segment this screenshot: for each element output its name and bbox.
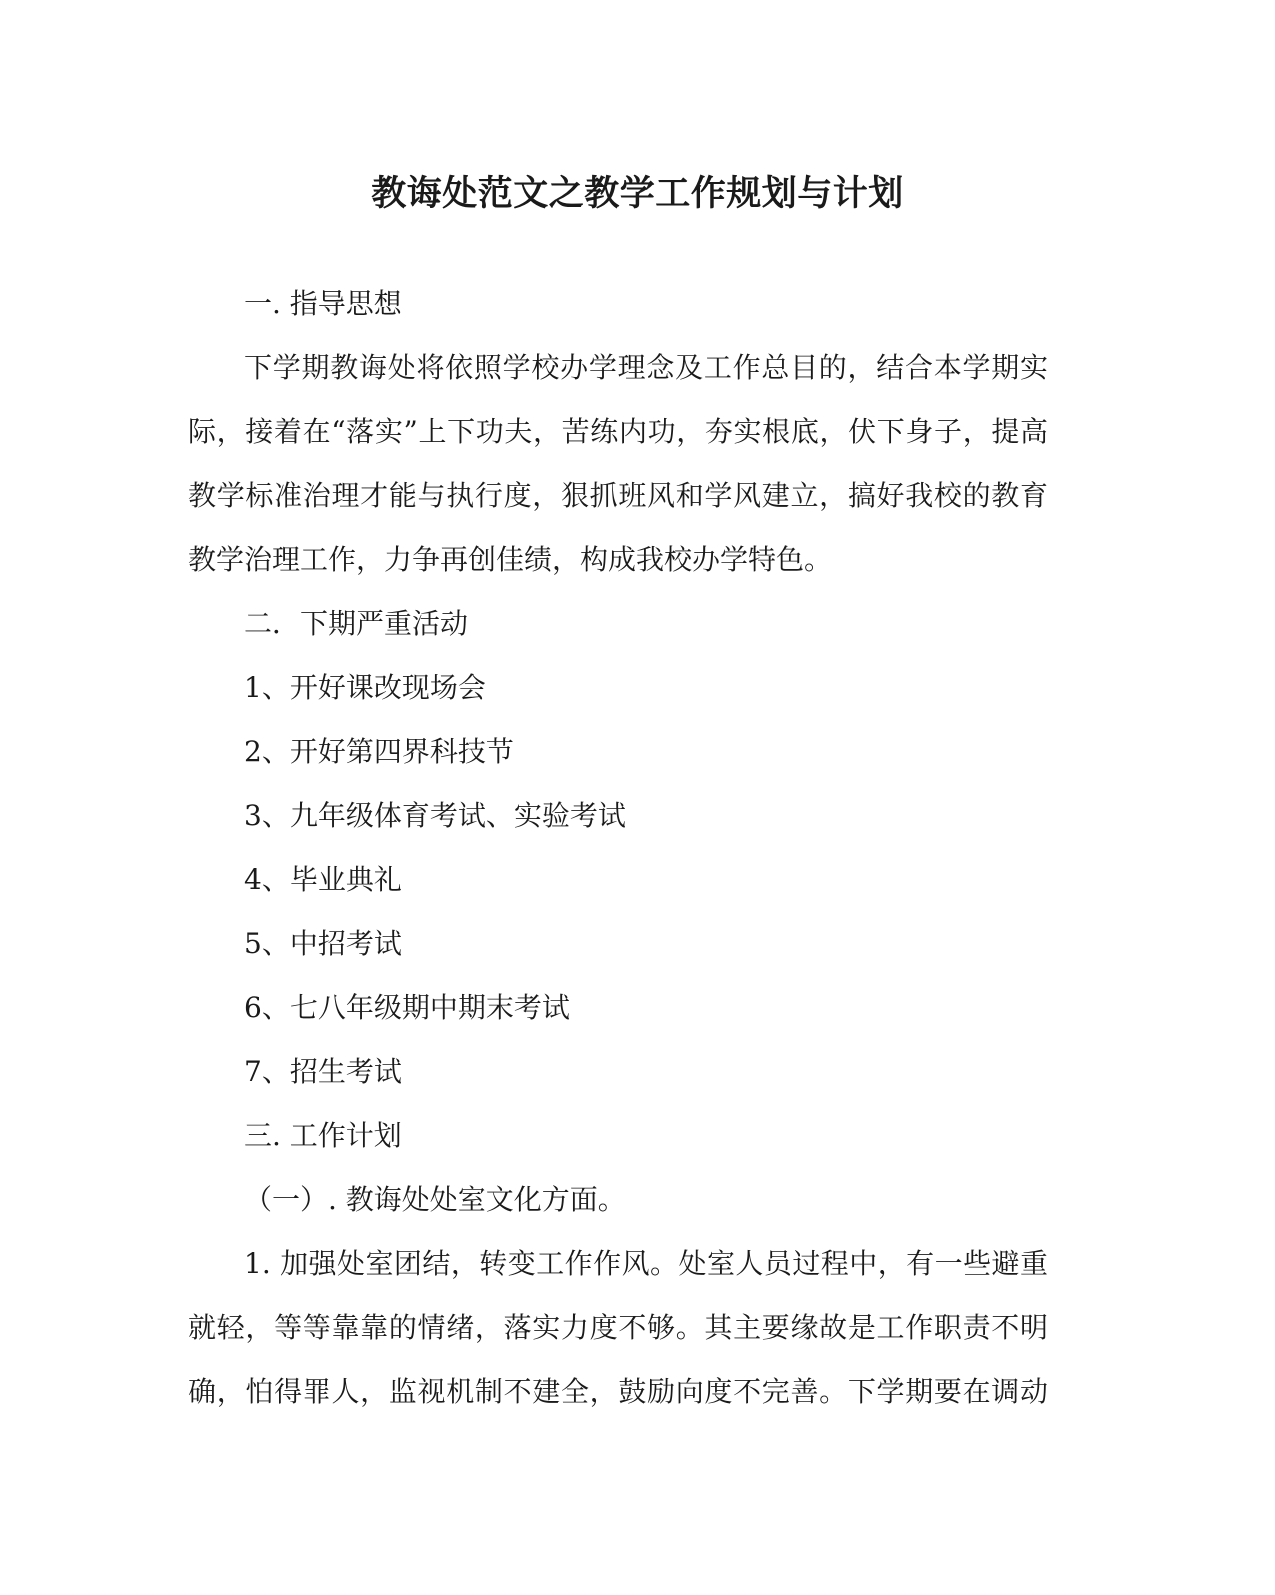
paragraph-line: 1. 加强处室团结，转变工作作风。处室人员过程中，有一些避重 xyxy=(244,1247,1048,1280)
list-item: 4、毕业典礼 xyxy=(244,863,402,896)
list-item: 1、开好课改现场会 xyxy=(244,671,486,704)
list-item: 5、中招考试 xyxy=(244,927,402,960)
paragraph-line: 教学标准治理才能与执行度，狠抓班风和学风建立，搞好我校的教育 xyxy=(188,479,1048,512)
paragraph-line: 教学治理工作，力争再创佳绩，构成我校办学特色。 xyxy=(188,543,833,576)
document-title: 教诲处范文之教学工作规划与计划 xyxy=(371,173,904,214)
paragraph-line: 就轻，等等靠靠的情绪，落实力度不够。其主要缘故是工作职责不明 xyxy=(188,1311,1048,1344)
list-item: 7、招生考试 xyxy=(244,1055,402,1088)
list-item: 3、九年级体育考试、实验考试 xyxy=(244,799,626,832)
section-heading-major-activities: 二．下期严重活动 xyxy=(244,607,469,640)
section-heading-guiding-thought: 一. 指导思想 xyxy=(244,287,402,320)
section-heading-work-plan: 三. 工作计划 xyxy=(244,1119,402,1152)
list-item: 2、开好第四界科技节 xyxy=(244,735,514,768)
list-item: 6、七八年级期中期末考试 xyxy=(244,991,570,1024)
paragraph-line: 下学期教诲处将依照学校办学理念及工作总目的，结合本学期实 xyxy=(244,351,1048,384)
document-body xyxy=(188,272,1048,1424)
paragraph-line: 确，怕得罪人，监视机制不建全，鼓励向度不完善。下学期要在调动 xyxy=(188,1375,1048,1408)
subsection-heading: （一）. 教诲处处室文化方面。 xyxy=(244,1183,626,1216)
paragraph-line: 际，接着在“落实”上下功夫，苦练内功，夯实根底，伏下身子，提高 xyxy=(188,415,1048,448)
